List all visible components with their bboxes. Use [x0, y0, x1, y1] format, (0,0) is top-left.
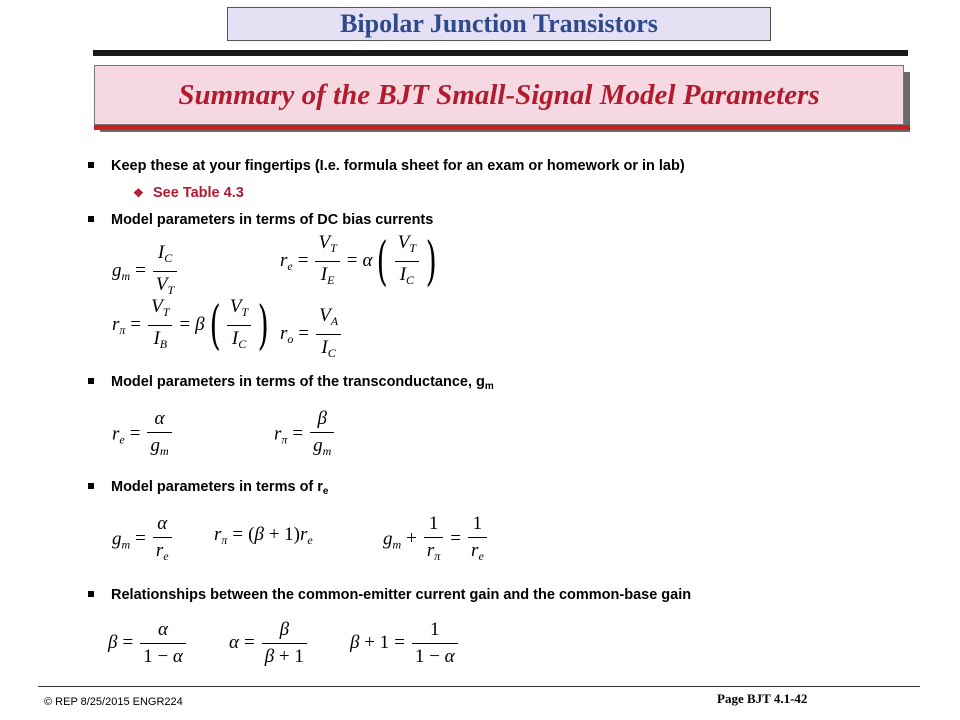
equation-rpi-vt: $r_\pi$ = $\frac{V_T}{I_B}$ = β( $\frac{V_T}{I_C}$ )	[112, 295, 269, 356]
bullet-text: Model parameters in terms of r	[111, 479, 323, 495]
bullet-fingertips	[88, 157, 685, 175]
bullet-text: Relationships between the common-emitter current gain and the common-base gain	[111, 587, 692, 603]
bullet-square-icon	[88, 378, 94, 384]
slide-title: Summary of the BJT Small-Signal Model Parameters	[178, 79, 820, 111]
equation-gm-rpi: $g_m$ + $\frac{1}{r_\pi}$ = $\frac{1}{r_e}$	[383, 513, 489, 567]
equation-rpi-beta: $r_\pi = (\beta + 1)r_e$	[214, 524, 313, 547]
footer-copyright: © REP 8/25/2015 ENGR224	[44, 696, 183, 708]
bullet-square-icon	[88, 216, 94, 222]
bullet-transconductance	[88, 373, 494, 396]
footer-page-number: Page BJT 4.1-42	[717, 691, 808, 706]
equation-beta-plus-one: β + 1 = $\frac{1}{1 - \alpha}$	[350, 619, 460, 668]
header-rule	[93, 50, 908, 56]
equation-gm-ic: $g_m$ = $\frac{I_C}{V_T}$	[112, 242, 179, 301]
bullet-gain-relationships	[88, 586, 691, 604]
equation-re-vt: $r_e$ = $\frac{V_T}{I_E}$ = α( $\frac{V_T}{I_C}$ )	[280, 231, 437, 292]
bullet-subscript: e	[322, 486, 329, 497]
equation-beta-alpha: β = $\frac{\alpha}{1 - \alpha}$	[108, 619, 188, 668]
footer-rule	[38, 686, 920, 687]
bullet-dc-bias	[88, 211, 433, 229]
equation-alpha-beta: α = $\frac{\beta}{\beta + 1}$	[229, 619, 309, 668]
title-underline	[94, 125, 910, 130]
bullet-text: Model parameters in terms of the transconductance, g	[111, 374, 485, 390]
equation-ro-va: $r_o$ = $\frac{V_A}{I_C}$	[280, 305, 343, 364]
sub-bullet-table	[133, 184, 244, 202]
equation-re-gm: $r_e$ = $\frac{\alpha}{g_m}$	[112, 408, 174, 462]
bullet-square-icon	[88, 591, 94, 597]
bullet-subscript: m	[484, 381, 494, 392]
bullet-re	[88, 478, 328, 501]
equation-gm-re: $g_m$ = $\frac{\alpha}{r_e}$	[112, 513, 174, 567]
bullet-square-icon	[88, 162, 94, 168]
sub-bullet-text: See Table 4.3	[153, 185, 244, 201]
equation-rpi-gm: $r_\pi$ = $\frac{\beta}{g_m}$	[274, 408, 336, 462]
diamond-bullet-icon: ❖	[133, 186, 144, 200]
bullet-square-icon	[88, 483, 94, 489]
bullet-text: Keep these at your fingertips (I.e. formula sheet for an exam or homework or in lab)	[111, 158, 685, 174]
course-title: Bipolar Junction Transistors	[227, 7, 771, 41]
bullet-text: Model parameters in terms of DC bias currents	[111, 212, 434, 228]
